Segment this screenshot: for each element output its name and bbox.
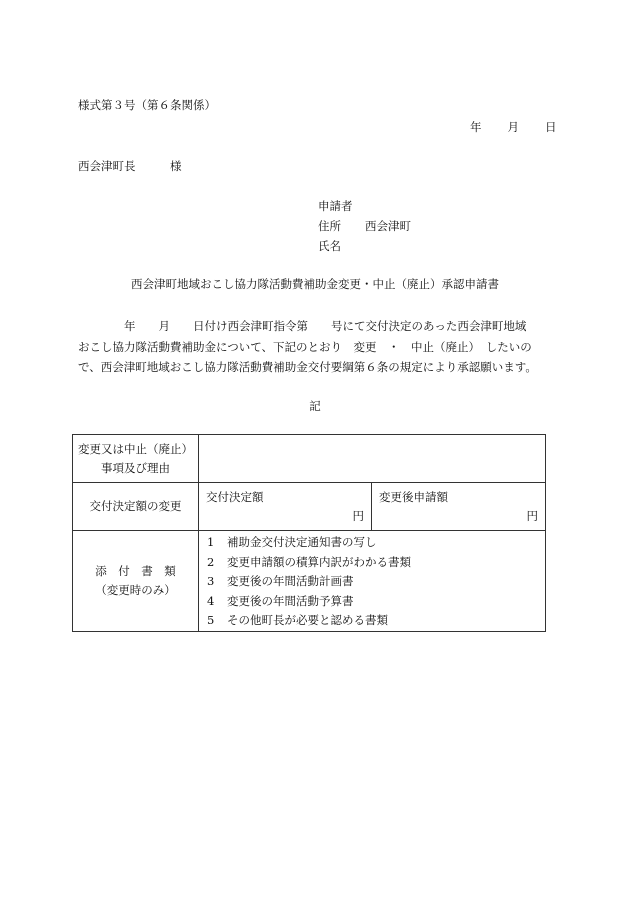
list-item-text: 補助金交付決定通知書の写し: [227, 535, 377, 549]
applicant-label: 申請者: [318, 199, 353, 213]
change-reason-label: [73, 435, 199, 483]
date-year: 年: [470, 120, 482, 134]
change-reason-label-line1: 変更又は中止（廃止）: [78, 441, 193, 456]
list-item: [207, 533, 545, 553]
list-item-number: 3: [207, 574, 215, 588]
document-title: 西会津町地域おこし協力隊活動費補助金変更・中止（廃止）承認申請書: [131, 277, 499, 291]
requested-amount-label: 変更後申請額: [379, 490, 448, 504]
decided-amount-yen: 円: [352, 509, 364, 523]
attachments-label-line1: 添 付 書 類: [95, 563, 176, 578]
list-item-text: 変更後の年間活動計画書: [227, 574, 354, 588]
attachments-list: [199, 531, 546, 632]
ki-heading: 記: [309, 399, 321, 413]
name-label: 氏名: [318, 239, 341, 253]
attachments-label-line2: （変更時のみ）: [95, 582, 176, 597]
amount-change-row: [73, 483, 546, 531]
list-item-text: その他町長が必要と認める書類: [227, 613, 388, 627]
list-item-number: 5: [207, 613, 215, 627]
attachments-row: [73, 531, 546, 632]
applicant-block: [318, 196, 411, 256]
attachments-label: [73, 531, 199, 632]
date-month: 月: [507, 120, 519, 134]
body-text: [78, 316, 554, 378]
list-item: [207, 553, 545, 573]
decided-amount-label: 交付決定額: [206, 490, 264, 504]
change-reason-field[interactable]: [199, 435, 546, 483]
details-table: [72, 434, 546, 632]
body-line-2: おこし協力隊活動費補助金について、下記のとおり 変更 ・ 中止（廃止） したいの: [78, 339, 532, 354]
applicant-address-row: [318, 216, 411, 236]
list-item-text: 変更後の年間活動予算書: [227, 593, 354, 608]
date-day: 日: [545, 120, 557, 134]
change-reason-row: [73, 435, 546, 483]
address-value: 西会津町: [365, 219, 411, 233]
list-item-text: 変更申請額の積算内訳がわかる書類: [227, 554, 411, 569]
list-item: [207, 592, 545, 612]
body-line-3: で、西会津町地域おこし協力隊活動費補助金交付要綱第６条の規定により承認願います。: [78, 360, 537, 374]
list-item-number: 4: [207, 593, 215, 608]
requested-amount-yen: 円: [526, 509, 538, 523]
list-item-number: 1: [207, 535, 215, 549]
list-item: [207, 611, 545, 631]
body-line-1: 年 月 日付け西会津町指令第 号にて交付決定のあった西会津町地域: [78, 319, 527, 333]
date-line: [470, 119, 557, 135]
list-item: [207, 572, 545, 592]
form-number: 様式第３号（第６条関係）: [78, 98, 216, 112]
change-reason-label-line2: 事項及び理由: [101, 460, 170, 475]
requested-amount-field[interactable]: [372, 483, 546, 531]
decided-amount-field[interactable]: [199, 483, 372, 531]
amount-change-label: 交付決定額の変更: [73, 483, 199, 531]
address-label: 住所: [318, 219, 341, 233]
list-item-number: 2: [207, 554, 215, 569]
addressee: 西会津町長 様: [78, 159, 182, 173]
